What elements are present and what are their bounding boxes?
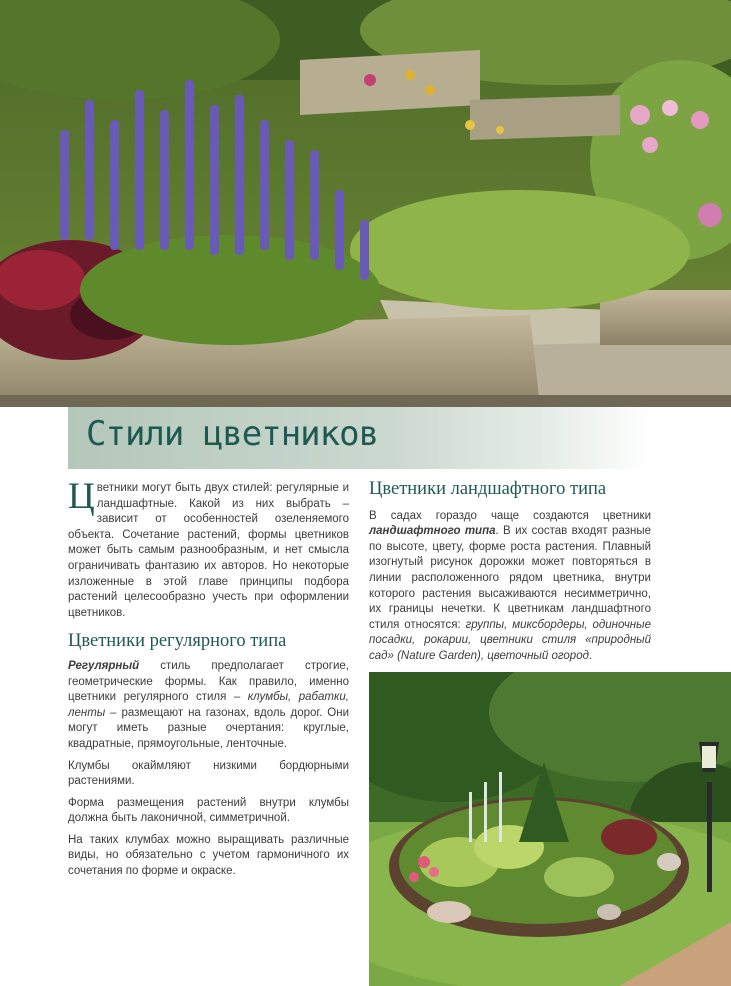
regular-paragraph-2: Клумбы окаймляют низкими бордюрными растениями.	[68, 759, 349, 788]
regular-heading: Цветники регулярного типа	[68, 631, 287, 652]
landscape-term: ландшафтного типа	[369, 525, 496, 538]
hero-photo	[0, 0, 731, 407]
regular-examples: клумбы, рабатки, ленты	[68, 691, 349, 719]
right-column	[369, 479, 651, 671]
landscape-text-a: В садах гораздо чаще создаются цветники	[369, 509, 651, 522]
intro-text: ветники могут быть двух стилей: регулярные и ландшафтные. Какой из них выбрать – зависит от особенностей озеленяемого объекта. Сочетание растений, формы цветников может быть самым разнообразным, и нет смысла ограничивать фантазию их авторов. Но некоторые изложенные в этой главе принципы подбора растений целесообразно учесть при оформлении цветников.	[68, 482, 349, 619]
landscape-examples: группы, миксбордеры, одиночные посадки, рокарии, цветники стиля «природный сад» (Nature Garden), цветочный огород	[369, 618, 651, 662]
regular-term: Регулярный	[68, 659, 140, 672]
landscape-paragraph	[369, 509, 651, 665]
regular-text-b: – размещают на газонах, вдоль дорог. Они могут иметь разные очертания: круглые, квадратные, прямоугольные, ленточные.	[68, 706, 349, 750]
landscape-text-c: .	[588, 649, 593, 662]
garden-photo	[369, 672, 731, 986]
left-column	[68, 476, 349, 886]
regular-paragraph-1	[68, 659, 349, 753]
regular-paragraph-4: На таких клумбах можно выращивать различные виды, но обязательно с учетом гармоничного их сочетания по форме и окраске.	[68, 833, 349, 878]
intro-paragraph	[68, 476, 349, 621]
page-title: Стили цветников	[86, 414, 379, 454]
dropcap: Ц	[68, 476, 95, 517]
regular-paragraph-3: Форма размещения растений внутри клумбы должна быть лаконичной, симметричной.	[68, 796, 349, 825]
landscape-text-b: . В их состав входят разные по высоте, цвету, форме роста растения. Плавный изогнутый рисунок дорожки может повторяться в линии расположенного рядом цветника, внутри которого растения высаживаются несимметрично, их границы нечетки. К цветникам ландшафтного стиля относятся:	[369, 525, 651, 631]
landscape-heading: Цветники ландшафтного типа	[369, 479, 607, 499]
title-band	[68, 407, 650, 469]
regular-text-a: стиль предполагает строгие, геометрические формы. Как правило, именно цветники регулярного стиля –	[68, 659, 349, 704]
